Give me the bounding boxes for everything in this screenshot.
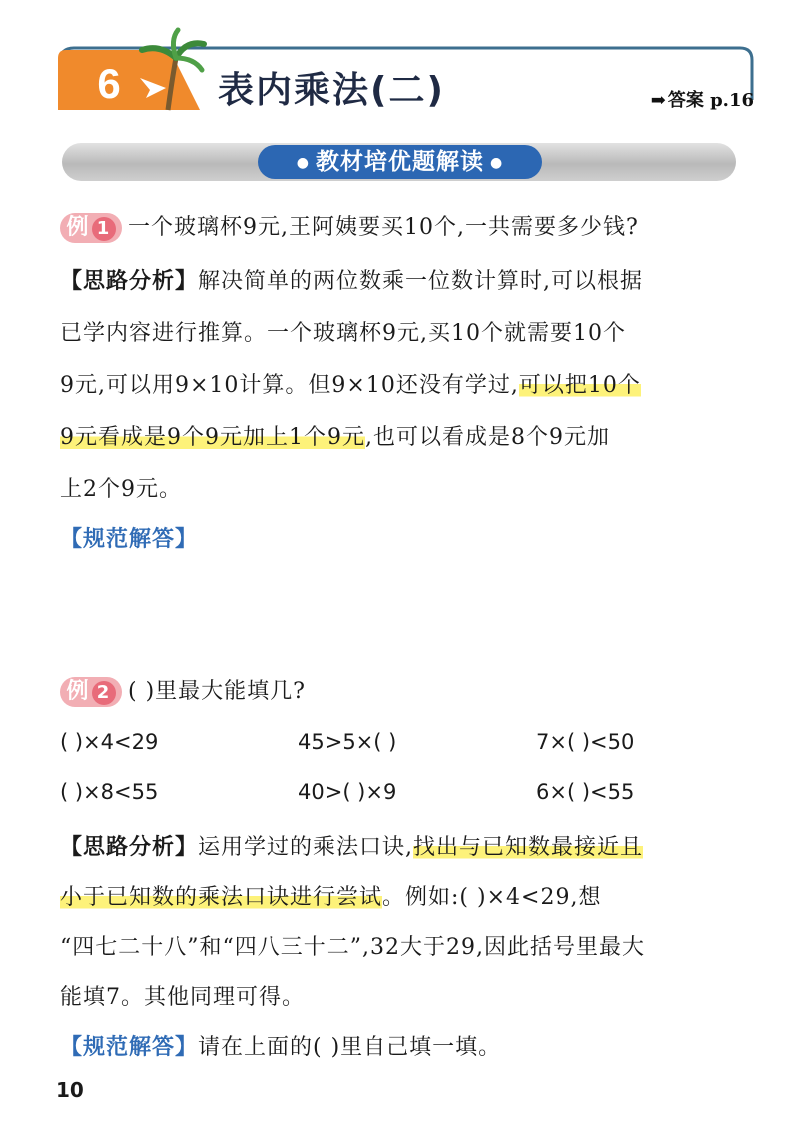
example1-question xyxy=(60,210,639,243)
section-banner xyxy=(258,145,542,179)
analysis-text: 9元,可以用9×10计算。但9×10还没有学过, xyxy=(60,373,519,398)
badge-label: 例 xyxy=(66,679,90,704)
analysis-text: 运用学过的乘法口诀, xyxy=(198,835,414,860)
example1-analysis-line2 xyxy=(60,316,626,347)
chapter-number: 6 xyxy=(97,60,121,107)
exercise-item: ( )×8<55 xyxy=(60,780,159,804)
dot-icon: ● xyxy=(490,154,504,171)
example1-analysis-line4 xyxy=(60,420,610,451)
example1-analysis-line1 xyxy=(60,264,643,295)
example2-analysis-line4 xyxy=(60,980,305,1011)
answer-reference-text: 答案 p.16 xyxy=(667,90,754,111)
answer-reference xyxy=(651,86,754,112)
example2-answer xyxy=(60,1030,501,1061)
example2-analysis-line1 xyxy=(60,830,643,861)
analysis-label: 【思路分析】 xyxy=(60,269,199,294)
section-banner-title: 教材培优题解读 xyxy=(316,149,484,175)
question-text: ( )里最大能填几? xyxy=(128,679,306,704)
example2-badge xyxy=(60,677,122,707)
exercise-item: 6×( )<55 xyxy=(536,780,635,804)
analysis-text: ,也可以看成是8个9元加 xyxy=(365,425,610,450)
highlighted-text: 找出与已知数最接近且 xyxy=(413,835,644,860)
chapter-title: 表内乘法(二) xyxy=(218,70,445,111)
example2-question xyxy=(60,674,306,707)
highlighted-text: 可以把10个 xyxy=(518,373,641,398)
analysis-text: 解决简单的两位数乘一位数计算时,可以根据 xyxy=(198,269,644,294)
answer-label: 【规范解答】 xyxy=(60,1035,199,1060)
page-number: 10 xyxy=(56,1078,84,1102)
analysis-text: “四七二十八”和“四八三十二”,32大于29,因此括号里最大 xyxy=(60,935,645,960)
exercise-item: 40>( )×9 xyxy=(298,780,397,804)
exercise-item: 45>5×( ) xyxy=(298,730,397,754)
highlighted-text: 小于已知数的乘法口诀进行尝试 xyxy=(60,885,383,910)
badge-number: 1 xyxy=(92,217,116,241)
example1-badge xyxy=(60,213,122,243)
question-text: 一个玻璃杯9元,王阿姨要买10个,一共需要多少钱? xyxy=(128,215,639,240)
example1-answer xyxy=(60,522,198,553)
right-arrow-icon: ➡ xyxy=(650,90,666,111)
answer-text: 请在上面的( )里自己填一填。 xyxy=(198,1035,502,1060)
chapter-header xyxy=(0,0,800,130)
answer-label: 【规范解答】 xyxy=(60,527,199,552)
example2-analysis-line3 xyxy=(60,930,645,961)
badge-number: 2 xyxy=(92,681,116,705)
badge-label: 例 xyxy=(66,215,90,240)
exercise-item: 7×( )<50 xyxy=(536,730,635,754)
example2-analysis-line2 xyxy=(60,880,601,911)
dot-icon: ● xyxy=(296,154,310,171)
analysis-text: 能填7。其他同理可得。 xyxy=(60,985,305,1010)
analysis-text: 。例如:( )×4<29,想 xyxy=(382,885,602,910)
analysis-text: 已学内容进行推算。一个玻璃杯9元,买10个就需要10个 xyxy=(60,321,626,346)
analysis-text: 上2个9元。 xyxy=(60,477,182,502)
highlighted-text: 9元看成是9个9元加上1个9元 xyxy=(60,425,365,450)
analysis-label: 【思路分析】 xyxy=(60,835,199,860)
exercise-item: ( )×4<29 xyxy=(60,730,159,754)
example1-analysis-line5 xyxy=(60,472,182,503)
example1-analysis-line3 xyxy=(60,368,641,399)
